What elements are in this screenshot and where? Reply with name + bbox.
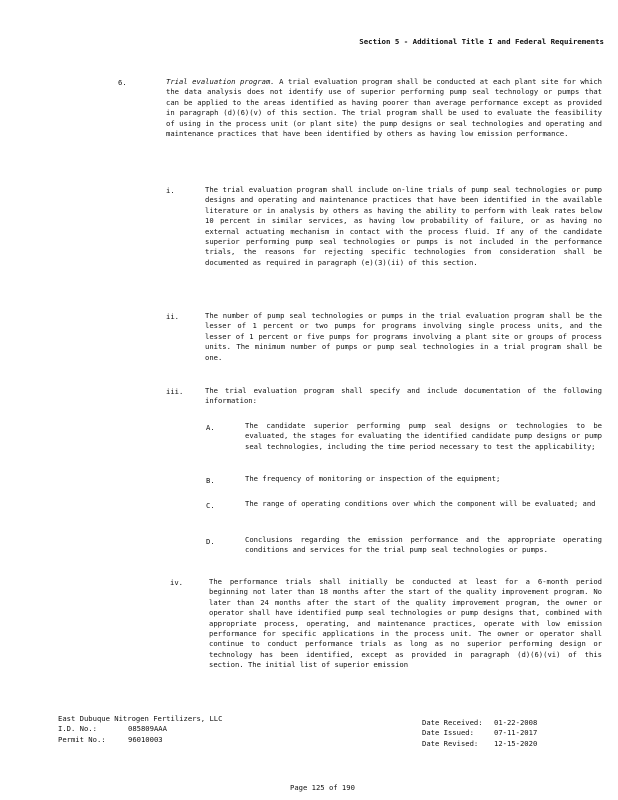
letter-label: D. xyxy=(206,537,215,546)
letter-d-text: Conclusions regarding the emission performance and the appropriate operating conditions and services for the trial pump seal technologies or pumps. xyxy=(245,535,602,555)
revised-value: 12-15-2020 xyxy=(494,738,538,748)
footer-right xyxy=(422,718,607,749)
item-6-paragraph xyxy=(166,77,602,139)
subitem-iv-text: The performance trials shall initially be conducted at least for a 6-month period beginning not later than 18 months after the start of the quality improvement program. No later than 24 months after the start of the quality improvement program, the owner or operator shall have identified pump seal technologies or pump designs that, combined with appropriate process, operating, and maintenance practices, operate with low emission performance for specific applications in the process unit. The owner or operator shall continue to conduct performance trials as long as no superior performing design or technology has been identified, except as provided in paragraph (d)(6)(vi) of this section. The initial list of superior emission xyxy=(209,577,602,670)
id-value: 085809AAA xyxy=(128,724,167,734)
revised-row xyxy=(422,739,607,749)
page-number: Page 125 of 190 xyxy=(290,783,355,792)
received-label: Date Received: xyxy=(422,718,483,727)
id-label: I.D. No.: xyxy=(58,724,97,734)
letter-a-text: The candidate superior performing pump seal designs or technologies to be evaluated, the stages for evaluating the identified candidate pump designs or pump seal technologies, including the time period necessary to test the applicability; xyxy=(245,421,602,451)
received-value: 01-22-2008 xyxy=(494,718,538,727)
subitem-numeral: iv. xyxy=(170,578,183,587)
subitem-numeral: i. xyxy=(166,186,175,195)
company-name: East Dubuque Nitrogen Fertilizers, LLC xyxy=(58,714,223,723)
issued-row xyxy=(422,728,607,738)
item-number: 6. xyxy=(118,78,127,87)
subitem-i-text: The trial evaluation program shall include on-line trials of pump seal technologies or pump designs and operating and maintenance practices that have been identified in the available literature or in analysis by others as having the ability to perform with leak rates below 10 percent in similar services, as having low probability of failure, or as having no external actuating mechanism in contact with the process fluid. If any of the candidate superior performing pump seal technologies or pumps is not included in the performance trials, the reasons for rejecting specific technologies from consideration shall be documented as required in paragraph (e)(3)(ii) of this section. xyxy=(205,185,602,267)
footer-left xyxy=(58,714,318,745)
letter-label: A. xyxy=(206,423,215,432)
received-row xyxy=(422,718,607,728)
letter-b-text: The frequency of monitoring or inspection of the equipment; xyxy=(245,474,501,483)
item-6-text: A trial evaluation program shall be conducted at each plant site for which the data analysis does not identify use of superior performing pump seal technology or pumps that can be applied to the areas identified as having poorer than average performance except as provided in paragraph (d)(6)(v) of this section. The trial program shall be used to evaluate the feasibility of using in the process unit (or plant site) the pump designs or seal technologies and operating and maintenance practices that have been identified by others as having low emission performance. xyxy=(166,77,602,139)
subitem-ii-text: The number of pump seal technologies or pumps in the trial evaluation program shall be the lesser of 1 percent or two pumps for programs involving single process units, and the lesser of 1 percent or five pumps for programs involving a plant site or groups of process units. The minimum number of pumps or pump seal technologies in a trial program shall be one. xyxy=(205,311,602,362)
permit-row xyxy=(58,735,318,745)
subitem-iii-text: The trial evaluation program shall specify and include documentation of the following information: xyxy=(205,386,602,406)
letter-label: C. xyxy=(206,501,215,510)
letter-c-text: The range of operating conditions over which the component will be evaluated; and xyxy=(245,499,596,508)
issued-value: 07-11-2017 xyxy=(494,728,538,738)
revised-label: Date Revised: xyxy=(422,738,479,748)
item-6-title: Trial evaluation program. xyxy=(166,77,275,86)
permit-label: Permit No.: xyxy=(58,734,106,744)
subitem-numeral: iii. xyxy=(166,387,184,396)
section-header: Section 5 - Additional Title I and Federal Requirements xyxy=(359,37,604,46)
id-row xyxy=(58,724,318,734)
permit-value: 96010003 xyxy=(128,734,163,744)
letter-label: B. xyxy=(206,476,215,485)
subitem-numeral: ii. xyxy=(166,312,179,321)
issued-label: Date Issued: xyxy=(422,728,474,738)
